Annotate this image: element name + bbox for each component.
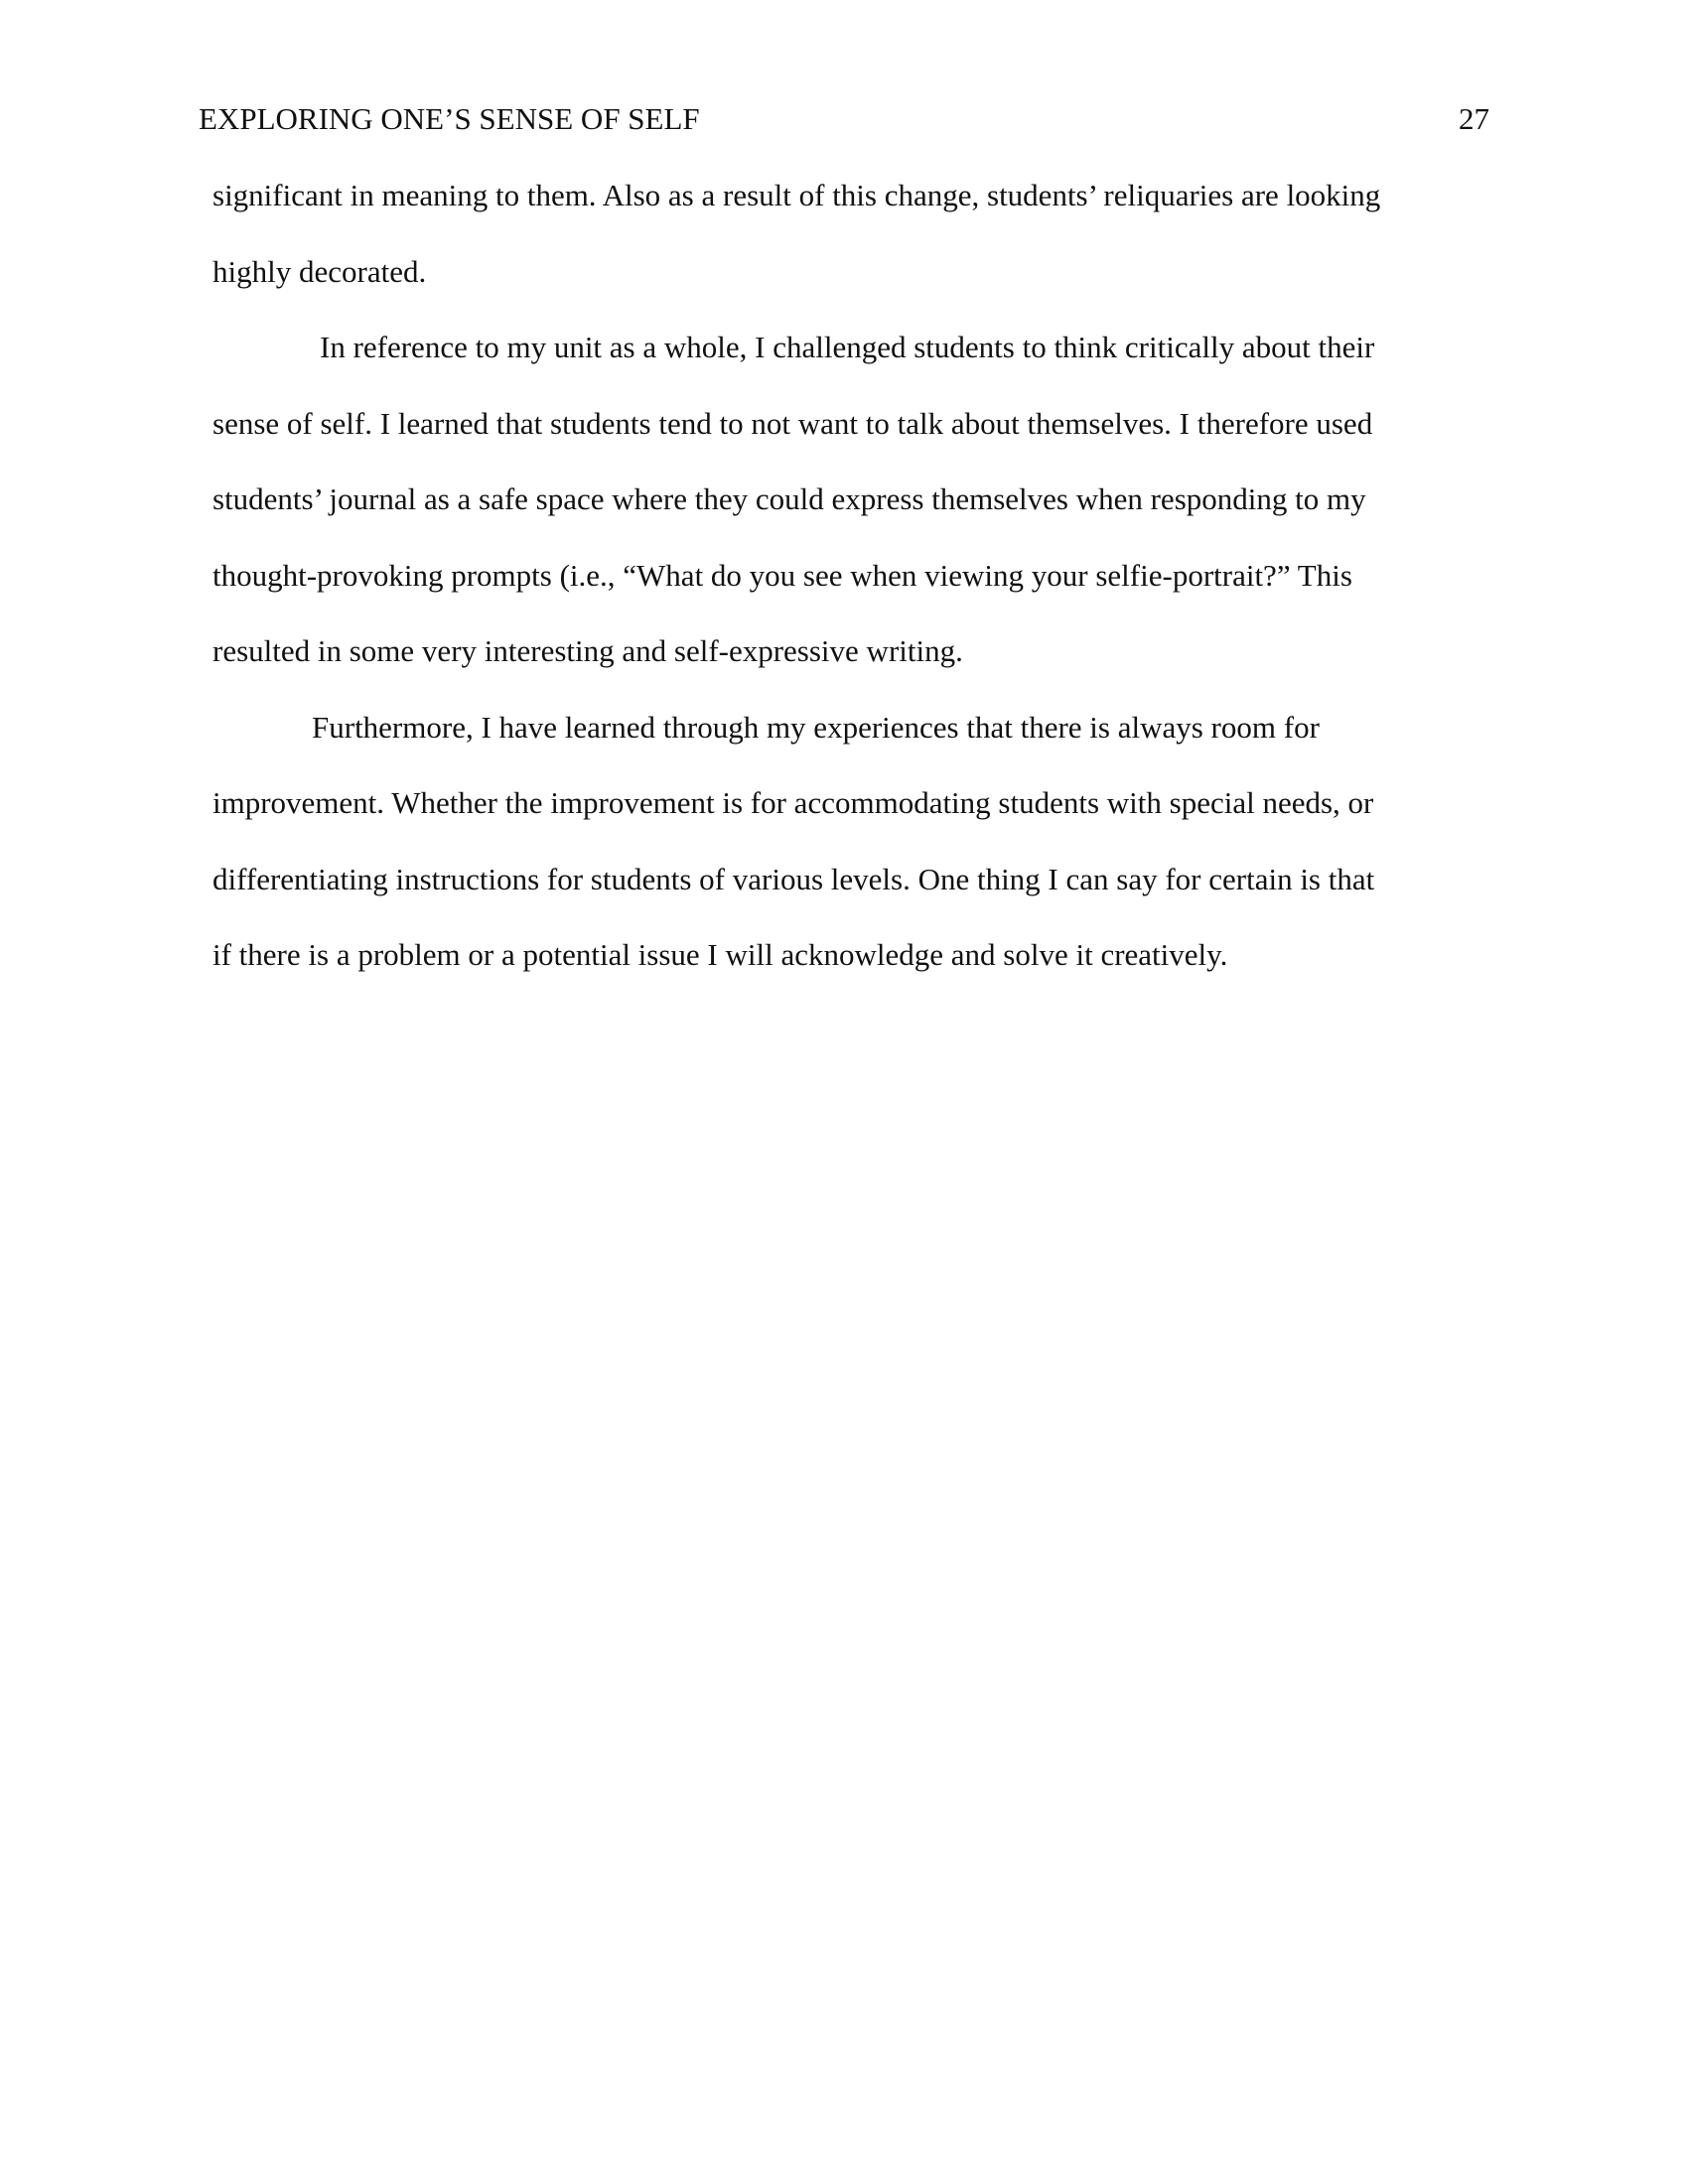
text-line: highly decorated.	[212, 254, 427, 289]
text-line: improvement. Whether the improvement is for accommodating students with special needs, or	[212, 785, 1374, 820]
paragraph-first-line: In reference to my unit as a whole, I challenged students to think critically about their	[320, 330, 1375, 364]
text-line: resulted in some very interesting and self-expressive writing.	[212, 633, 963, 668]
text-line: if there is a problem or a potential issue I will acknowledge and solve it creatively.	[212, 937, 1228, 972]
page-number: 27	[1459, 101, 1489, 136]
text-line: students’ journal as a safe space where they could express themselves when responding to my	[212, 481, 1366, 516]
paragraph-first-line: Furthermore, I have learned through my experiences that there is always room for	[312, 710, 1320, 745]
text-line: sense of self. I learned that students tend to not want to talk about themselves. I therefore used	[212, 406, 1373, 441]
text-line: significant in meaning to them. Also as a result of this change, students’ reliquaries are looking	[212, 178, 1381, 212]
running-head	[199, 99, 1489, 139]
text-line: differentiating instructions for students of various levels. One thing I can say for certain is that	[212, 862, 1375, 896]
text-line: thought-provoking prompts (i.e., “What do you see when viewing your selfie-portrait?” This	[212, 558, 1352, 593]
running-head-title: EXPLORING ONE’S SENSE OF SELF	[199, 101, 700, 136]
